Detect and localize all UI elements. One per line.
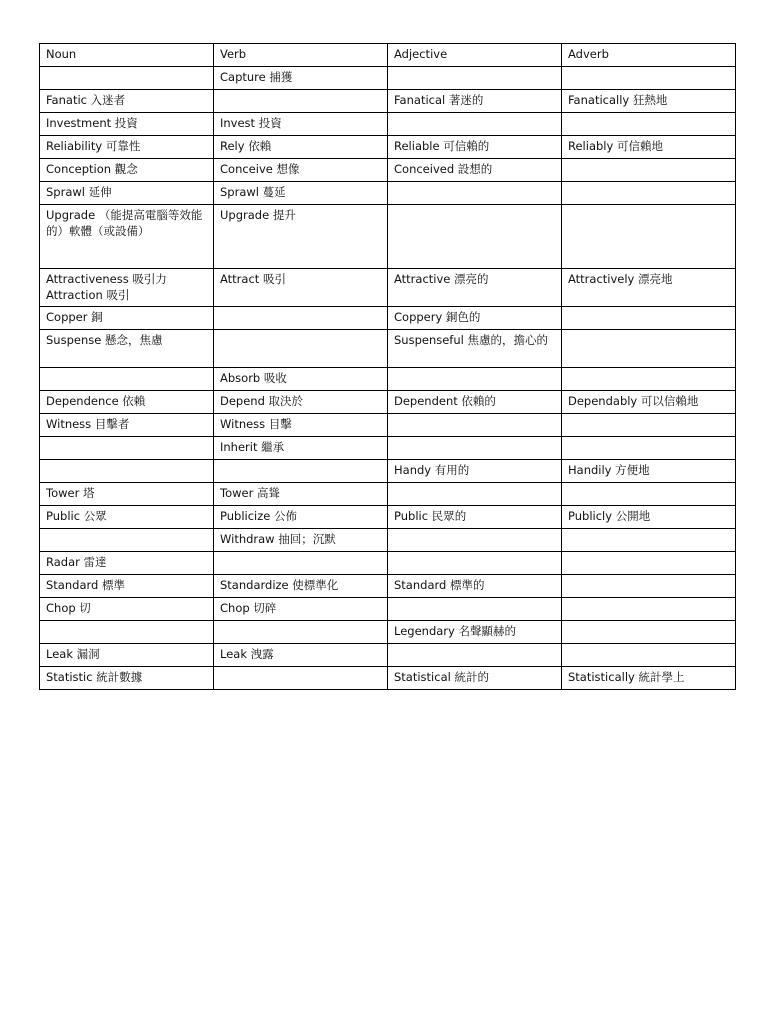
cell-adjective [388,205,562,269]
cell-adverb [562,644,736,667]
cell-text: Attract 吸引 [220,272,286,286]
cell-adjective [388,552,562,575]
cell-text: Depend 取決於 [220,394,304,408]
cell-verb [214,644,388,667]
cell-adjective [388,330,562,368]
cell-verb [214,136,388,159]
cell-verb [214,159,388,182]
cell-text: Fanatic 入迷者 [46,93,126,107]
cell-verb [214,621,388,644]
cell-text: Attractively 漂亮地 [568,272,673,286]
cell-text: Suspense 懸念，焦慮 [46,333,163,347]
cell-noun [40,182,214,205]
cell-verb [214,205,388,269]
cell-adverb [562,136,736,159]
table-row [40,330,736,368]
cell-adverb [562,529,736,552]
cell-text: Sprawl 蔓延 [220,185,286,199]
cell-noun [40,621,214,644]
cell-adverb [562,67,736,90]
table-row [40,552,736,575]
cell-text: Dependence 依賴 [46,394,146,408]
cell-text: Attraction 吸引 [46,288,130,302]
cell-text: Rely 依賴 [220,139,272,153]
cell-verb [214,90,388,113]
table-row [40,391,736,414]
cell-text: Standard 標準 [46,578,125,592]
cell-text: Investment 投資 [46,116,138,130]
table-row [40,644,736,667]
cell-text: Tower 高聳 [220,486,280,500]
table-row [40,598,736,621]
cell-adjective [388,575,562,598]
cell-adjective [388,460,562,483]
cell-noun [40,460,214,483]
table-row [40,159,736,182]
cell-text: Handy 有用的 [394,463,470,477]
cell-adverb [562,667,736,690]
cell-adverb [562,460,736,483]
cell-adjective [388,483,562,506]
cell-noun [40,552,214,575]
cell-verb [214,598,388,621]
cell-text: Reliable 可信賴的 [394,139,490,153]
cell-adverb [562,269,736,307]
cell-text: Reliability 可靠性 [46,139,141,153]
cell-text: Public 民眾的 [394,509,467,523]
cell-text: Leak 洩露 [220,647,274,661]
cell-text: Withdraw 抽回；沉默 [220,532,336,546]
cell-verb [214,368,388,391]
cell-noun [40,136,214,159]
header-adverb: Adverb [562,44,736,67]
cell-text: Chop 切碎 [220,601,277,615]
cell-noun [40,506,214,529]
cell-noun [40,67,214,90]
table-row [40,182,736,205]
cell-verb [214,667,388,690]
table-row [40,368,736,391]
table-row [40,529,736,552]
cell-adjective [388,90,562,113]
cell-noun [40,368,214,391]
cell-text: Publicly 公開地 [568,509,651,523]
cell-text: Coppery 銅色的 [394,310,481,324]
cell-adverb [562,506,736,529]
cell-adjective [388,182,562,205]
cell-text: Conceived 設想的 [394,162,493,176]
cell-verb [214,483,388,506]
cell-noun [40,437,214,460]
cell-text: Leak 漏洞 [46,647,100,661]
cell-text: Statistic 統計數據 [46,670,143,684]
table-row [40,667,736,690]
cell-text: Reliably 可信賴地 [568,139,663,153]
cell-text: Handily 方便地 [568,463,650,477]
cell-adverb [562,330,736,368]
cell-adjective [388,437,562,460]
header-adjective: Adjective [388,44,562,67]
cell-noun [40,307,214,330]
cell-adjective [388,159,562,182]
cell-adjective [388,621,562,644]
table-row [40,205,736,269]
table-row [40,621,736,644]
cell-text: Upgrade （能提高電腦等效能的）軟體（或設備） [46,208,203,238]
cell-text: Chop 切 [46,601,91,615]
header-verb: Verb [214,44,388,67]
cell-noun [40,391,214,414]
cell-adverb [562,621,736,644]
cell-verb [214,269,388,307]
cell-noun [40,575,214,598]
cell-text: Fanatical 著迷的 [394,93,484,107]
table-row [40,90,736,113]
table-row [40,136,736,159]
cell-adverb [562,391,736,414]
cell-verb [214,391,388,414]
cell-verb [214,414,388,437]
cell-text: Invest 投資 [220,116,282,130]
cell-verb [214,460,388,483]
cell-text: Publicize 公佈 [220,509,297,523]
cell-text: Standardize 使標準化 [220,578,339,592]
cell-adverb [562,368,736,391]
cell-noun [40,414,214,437]
cell-verb [214,552,388,575]
cell-noun [40,529,214,552]
table-row [40,575,736,598]
table-row [40,67,736,90]
cell-text: Dependent 依賴的 [394,394,496,408]
cell-text: Tower 塔 [46,486,95,500]
cell-noun [40,113,214,136]
cell-noun [40,159,214,182]
cell-text: Statistically 統計學上 [568,670,685,684]
cell-text: Copper 銅 [46,310,103,324]
cell-adverb [562,90,736,113]
cell-text: Sprawl 延伸 [46,185,112,199]
table-row [40,437,736,460]
cell-verb [214,529,388,552]
cell-text: Legendary 名聲顯赫的 [394,624,516,638]
cell-text: Upgrade 提升 [220,208,296,222]
word-forms-table [39,43,736,690]
cell-adverb [562,307,736,330]
cell-text: Standard 標準的 [394,578,485,592]
cell-verb [214,330,388,368]
cell-noun [40,483,214,506]
cell-text: Capture 捕獲 [220,70,293,84]
table-row [40,506,736,529]
table-row [40,483,736,506]
cell-adverb [562,483,736,506]
cell-adjective [388,529,562,552]
cell-adjective [388,414,562,437]
cell-adverb [562,113,736,136]
cell-adverb [562,575,736,598]
cell-verb [214,506,388,529]
cell-verb [214,67,388,90]
table-row [40,307,736,330]
cell-adverb [562,598,736,621]
cell-text: Suspenseful 焦慮的，擔心的 [394,333,548,347]
cell-text: Statistical 統計的 [394,670,489,684]
cell-adjective [388,113,562,136]
cell-verb [214,575,388,598]
cell-verb [214,182,388,205]
table-row [40,414,736,437]
cell-adverb [562,205,736,269]
cell-text: Witness 目擊者 [46,417,130,431]
cell-text: Radar 雷達 [46,555,107,569]
cell-adjective [388,136,562,159]
cell-adjective [388,598,562,621]
cell-verb [214,113,388,136]
table-row [40,269,736,307]
cell-verb [214,307,388,330]
cell-adjective [388,391,562,414]
cell-adjective [388,644,562,667]
cell-text: Absorb 吸收 [220,371,287,385]
cell-adjective [388,307,562,330]
cell-adjective [388,269,562,307]
header-row [40,44,736,67]
cell-adverb [562,437,736,460]
cell-text: Dependably 可以信賴地 [568,394,699,408]
cell-noun [40,667,214,690]
cell-adverb [562,159,736,182]
cell-text: Witness 目擊 [220,417,292,431]
cell-text: Conception 觀念 [46,162,138,176]
cell-text: Inherit 繼承 [220,440,285,454]
cell-noun [40,330,214,368]
cell-noun [40,205,214,269]
cell-text: Attractiveness 吸引力 [46,272,167,286]
cell-adverb [562,552,736,575]
cell-adverb [562,414,736,437]
table-row [40,113,736,136]
cell-text: Attractive 漂亮的 [394,272,489,286]
cell-verb [214,437,388,460]
cell-noun [40,90,214,113]
cell-noun [40,644,214,667]
cell-adjective [388,667,562,690]
cell-text: Fanatically 狂熱地 [568,93,668,107]
table-body [40,67,736,690]
cell-adjective [388,368,562,391]
cell-adverb [562,182,736,205]
cell-text: Conceive 想像 [220,162,300,176]
cell-text: Public 公眾 [46,509,107,523]
cell-adjective [388,67,562,90]
cell-noun [40,269,214,307]
cell-noun [40,598,214,621]
cell-adjective [388,506,562,529]
header-noun: Noun [40,44,214,67]
table-row [40,460,736,483]
